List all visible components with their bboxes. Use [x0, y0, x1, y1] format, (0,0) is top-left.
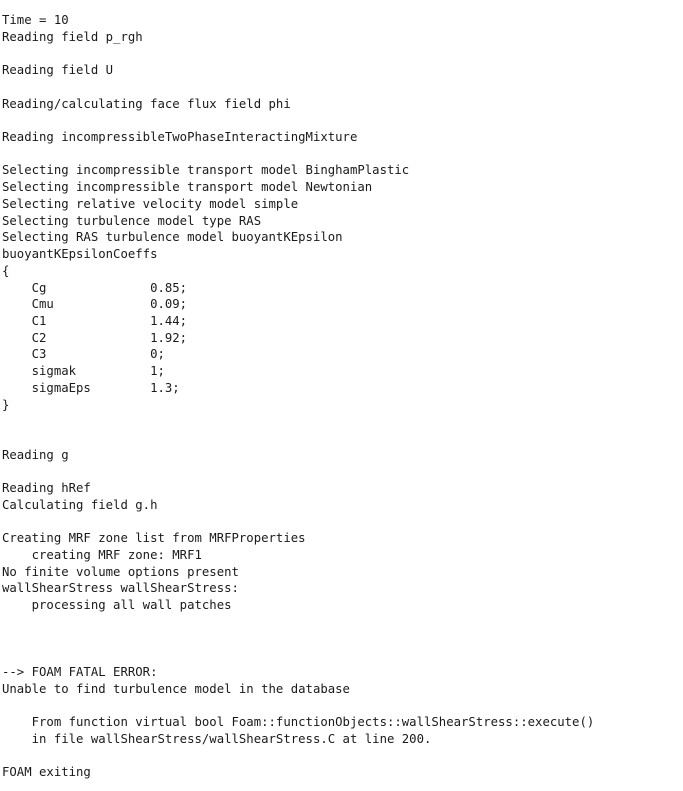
terminal-line — [2, 647, 680, 664]
terminal-line — [2, 413, 680, 430]
terminal-line: Reading incompressibleTwoPhaseInteractingMixture — [2, 130, 358, 145]
terminal-line — [2, 146, 680, 163]
terminal-line — [2, 463, 680, 480]
terminal-line: Calculating field g.h — [2, 497, 158, 512]
terminal-line: No finite volume options present — [2, 564, 239, 579]
terminal-line — [2, 614, 680, 631]
terminal-line — [2, 748, 680, 765]
terminal-line: C2 1.92; — [2, 330, 188, 345]
terminal-line: creating MRF zone: MRF1 — [2, 548, 202, 562]
terminal-line: buoyantKEpsilonCoeffs — [2, 247, 158, 262]
terminal-line — [2, 112, 680, 129]
terminal-output[interactable] — [2, 12, 680, 790]
terminal-line: wallShearStress wallShearStress: — [2, 581, 239, 596]
terminal-line: sigmak 1; — [2, 364, 165, 379]
terminal-line: Reading field U — [2, 63, 114, 78]
terminal-line: Creating MRF zone list from MRFProperties — [2, 531, 306, 546]
terminal-line: Cmu 0.09; — [2, 297, 188, 312]
terminal-line: FOAM exiting — [2, 765, 91, 780]
terminal-line: Selecting RAS turbulence model buoyantKEpsilon — [2, 230, 343, 245]
terminal-line: processing all wall patches — [2, 598, 232, 613]
terminal-line: Reading/calculating face flux field phi — [2, 96, 291, 111]
terminal-line: C1 1.44; — [2, 313, 188, 328]
terminal-line: From function virtual bool Foam::functionObjects::wallShearStress::execute() — [2, 715, 595, 730]
terminal-line: Unable to find turbulence model in the database — [2, 681, 350, 696]
terminal-line: Cg 0.85; — [2, 280, 188, 295]
terminal-line — [2, 79, 680, 96]
terminal-line: in file wallShearStress/wallShearStress.C at line 200. — [2, 731, 432, 746]
terminal-line: { — [2, 263, 10, 278]
terminal-line: C3 0; — [2, 347, 165, 362]
terminal-line: Selecting incompressible transport model BinghamPlastic — [2, 163, 410, 178]
terminal-line — [2, 514, 680, 531]
terminal-line — [2, 631, 680, 648]
terminal-line: --> FOAM FATAL ERROR: — [2, 665, 158, 680]
terminal-line: Selecting turbulence model type RAS — [2, 213, 262, 228]
terminal-line: Selecting relative velocity model simple — [2, 196, 299, 211]
terminal-line: Time = 10 — [2, 13, 69, 27]
terminal-line: Selecting incompressible transport model Newtonian — [2, 180, 373, 195]
terminal-line: Reading field p_rgh — [2, 29, 143, 44]
terminal-line: } — [2, 397, 10, 412]
terminal-line: Reading hRef — [2, 481, 91, 496]
terminal-line: Reading g — [2, 447, 69, 462]
terminal-line: sigmaEps 1.3; — [2, 380, 180, 395]
terminal-line — [2, 45, 680, 62]
terminal-line — [2, 430, 680, 447]
terminal-line — [2, 697, 680, 714]
